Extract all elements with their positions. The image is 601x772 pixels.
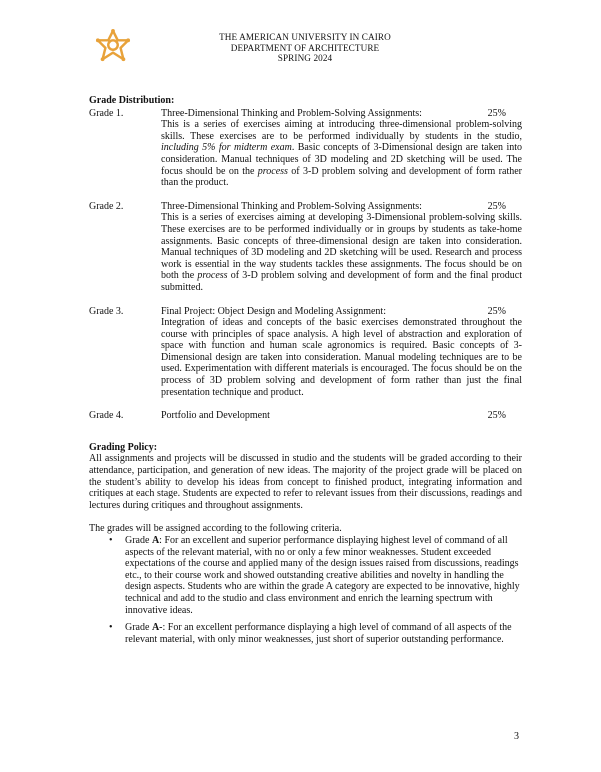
document-header: [150, 32, 460, 64]
grade-item: [89, 201, 522, 294]
list-item: • Grade A-: For an excellent performance displaying a high level of command of all aspects of the relevant material, with only minor weaknesses, just short of superior outstanding performance.: [125, 622, 522, 645]
grade-percent: 25%: [487, 107, 506, 119]
grade-label: Grade 2.: [89, 200, 124, 212]
grade-title: Final Project: Object Design and Modeling Assignment:: [161, 305, 386, 317]
grading-policy-heading: Grading Policy:: [89, 441, 158, 453]
criteria-intro: The grades will be assigned according to the following criteria.: [89, 523, 342, 535]
auc-logo-icon: [94, 28, 132, 64]
university-name: THE AMERICAN UNIVERSITY IN CAIRO: [219, 32, 391, 42]
grade-label: Grade 4.: [89, 410, 124, 422]
grade-label: Grade 3.: [89, 305, 124, 317]
grade-description: This is a series of exercises aiming at introducing three-dimensional problem-solving skills. These exercises are to be performed individually by students in the studio, including 5% for midterm exam. Basic concepts of 3-Dimensional design are taken into consideration. Manual techniques of 3D modeling and 2D sketching will be used. The focus should be on the process of 3-D problem solving and development of form rather than the product.: [161, 119, 523, 189]
grade-percent: 25%: [487, 305, 506, 317]
list-item: • Grade A: For an excellent and superior performance displaying highest level of command of all aspects of the relevant material, with no or only a few minor weaknesses. Student exceeded expectations of the course and applied many of the design issues raised from discussions, readings etc., to their course work and showed outstanding creative abilities and novelty in handling the design aspects. Students who are within the grade A category are expected to be innovative, highly technical and add to the studio and class environment and enrich the learning spectrum with innovative ideas.: [125, 535, 522, 616]
grade-description: This is a series of exercises aiming at developing 3-Dimensional problem-solving skills. These exercises are to be performed individually or in groups by students as take-home assignments. Basic concepts of three-dimensional design are taken into consideration. Manual techniques of 3D modeling and 2D sketching will be used. Research and process work is essential in the way students tackles these assignments. The focus should be on both the process of 3-D problem solving and development of form and the final product submitted.: [161, 212, 522, 293]
department-name: DEPARTMENT OF ARCHITECTURE: [230, 42, 380, 53]
grade-item: [89, 108, 522, 189]
grade-title: Three-Dimensional Thinking and Problem-Solving Assignments:: [161, 200, 422, 212]
grade-letter: A: [151, 535, 160, 546]
semester: SPRING 2024: [277, 53, 333, 63]
grade-distribution-heading: Grade Distribution:: [89, 95, 175, 106]
criteria-list: [89, 535, 522, 645]
page-number: 3: [514, 731, 519, 742]
grade-item: [89, 410, 522, 422]
grading-policy-paragraph: All assignments and projects will be discussed in studio and the students will be graded according to their attendance, participation, and generation of new ideas. The majority of the project grade will be placed on the student’s ability to develop his ideas from concept to finished product, integrating information and critiques at each stage. Students are expected to refer to relevant issues from their discussions, readings and lectures during critiques and throughout assignments.: [89, 453, 522, 511]
grade-item: [89, 306, 522, 399]
document-body: [89, 95, 522, 651]
grade-label: Grade 1.: [89, 107, 124, 119]
grade-percent: 25%: [487, 200, 506, 212]
grade-title: Three-Dimensional Thinking and Problem-Solving Assignments:: [161, 107, 422, 119]
grade-percent: 25%: [487, 410, 506, 422]
grade-letter: A-: [151, 622, 163, 634]
grade-title: Portfolio and Development: [161, 410, 270, 422]
grade-description: Integration of ideas and concepts of the basic exercises demonstrated throughout the course with principles of space analysis. A high level of abstraction and exploration of space with function and human scale agronomics is required. Basic concepts of 3-Dimensional design are taken into consideration. Manual modeling techniques are to be used. Experimentation with different materials is encouraged. The focus should be on the process of 3D problem solving and development of form rather than just the final presentation technique and product.: [161, 317, 522, 398]
